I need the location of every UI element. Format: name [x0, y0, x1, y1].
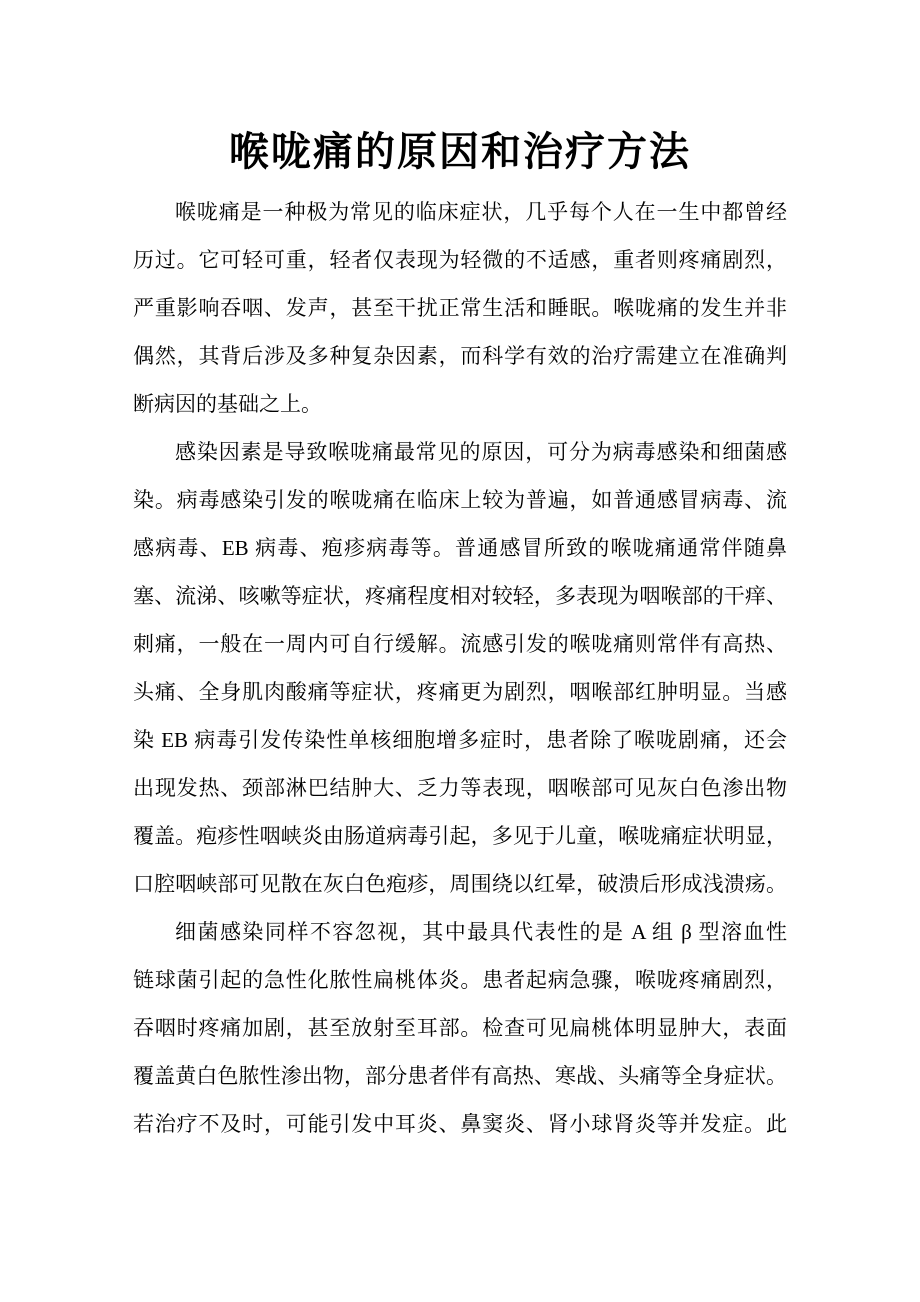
text-line: 偶然，其背后涉及多种复杂因素，而科学有效的治疗需建立在准确判: [133, 344, 787, 368]
paragraph: [133, 188, 787, 428]
text-line: 头痛、全身肌肉酸痛等症状，疼痛更为剧烈，咽喉部红肿明显。当感: [133, 680, 787, 704]
text-line: 若治疗不及时，可能引发中耳炎、鼻窦炎、肾小球肾炎等并发症。此: [133, 1112, 787, 1136]
text-line: 感染因素是导致喉咙痛最常见的原因，可分为病毒感染和细菌感: [175, 440, 787, 464]
paragraph: [133, 428, 787, 908]
text-line: 细菌感染同样不容忽视，其中最具代表性的是 A 组 β 型溶血性: [175, 920, 787, 944]
text-line: 严重影响吞咽、发声，甚至干扰正常生活和睡眠。喉咙痛的发生并非: [133, 296, 787, 320]
document-body: [133, 188, 787, 1148]
text-line: 历过。它可轻可重，轻者仅表现为轻微的不适感，重者则疼痛剧烈，: [133, 248, 787, 272]
text-line: 断病因的基础之上。: [133, 392, 322, 416]
text-line: 吞咽时疼痛加剧，甚至放射至耳部。检查可见扁桃体明显肿大，表面: [133, 1016, 787, 1040]
text-line: 覆盖。疱疹性咽峡炎由肠道病毒引起，多见于儿童，喉咙痛症状明显，: [133, 824, 787, 848]
text-line: 喉咙痛是一种极为常见的临床症状，几乎每个人在一生中都曾经: [175, 200, 787, 224]
text-line: 覆盖黄白色脓性渗出物，部分患者伴有高热、寒战、头痛等全身症状。: [133, 1064, 787, 1088]
text-line: 染。病毒感染引发的喉咙痛在临床上较为普遍，如普通感冒病毒、流: [133, 488, 787, 512]
text-line: 出现发热、颈部淋巴结肿大、乏力等表现，咽喉部可见灰白色渗出物: [133, 776, 787, 800]
text-line: 口腔咽峡部可见散在灰白色疱疹，周围绕以红晕，破溃后形成浅溃疡。: [133, 872, 787, 896]
paragraph: [133, 908, 787, 1148]
text-line: 链球菌引起的急性化脓性扁桃体炎。患者起病急骤，喉咙疼痛剧烈，: [133, 968, 787, 992]
document-title: 喉咙痛的原因和治疗方法: [229, 130, 691, 174]
text-line: 染 EB 病毒引发传染性单核细胞增多症时，患者除了喉咙剧痛，还会: [133, 728, 787, 752]
text-line: 刺痛，一般在一周内可自行缓解。流感引发的喉咙痛则常伴有高热、: [133, 632, 787, 656]
text-line: 塞、流涕、咳嗽等症状，疼痛程度相对较轻，多表现为咽喉部的干痒、: [133, 584, 787, 608]
text-line: 感病毒、EB 病毒、疱疹病毒等。普通感冒所致的喉咙痛通常伴随鼻: [133, 536, 787, 560]
